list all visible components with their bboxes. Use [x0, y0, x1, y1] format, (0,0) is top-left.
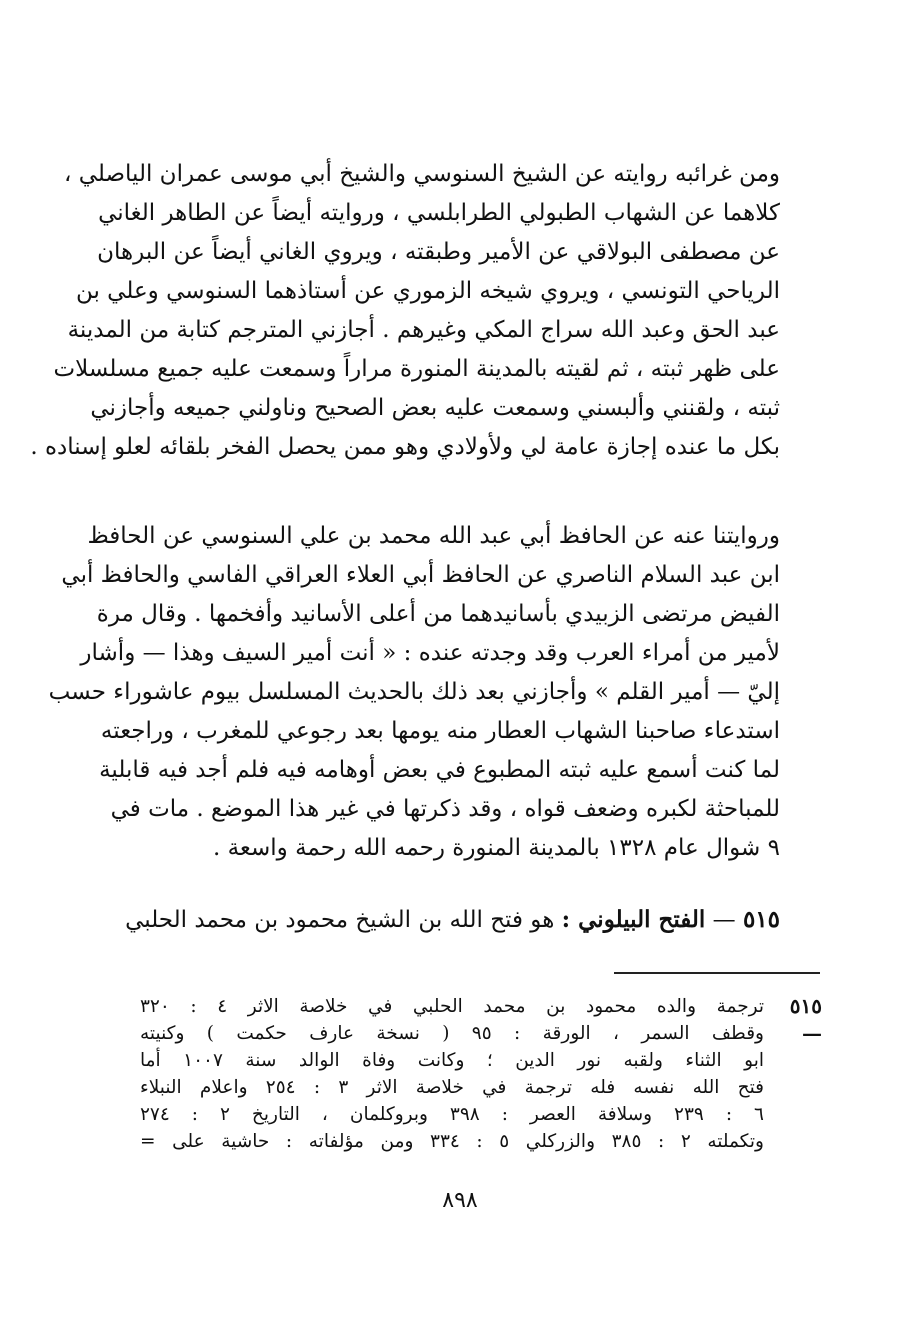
page-number: ٨٩٨	[442, 1188, 478, 1213]
text-line: إليّ — أمير القلم » وأجازني بعد ذلك بالحديث المسلسل بيوم عاشوراء حسب	[48, 679, 780, 705]
text-line: ثبته ، ولقنني وألبسني وسمعت عليه بعض الصحيح وناولني جميعه وأجازني	[90, 395, 780, 421]
footnote-line: ٦ : ٢٣٩ وسلافة العصر : ٣٩٨ وبروكلمان ، التاريخ ٢ : ٢٧٤	[140, 1104, 764, 1125]
entry-dash: —	[705, 907, 743, 933]
text-line: عن مصطفى البولاقي عن الأمير وطبقته ، ويروي الغاني أيضاً عن البرهان	[97, 239, 780, 265]
text-line: على ظهر ثبته ، ثم لقيته بالمدينة المنورة مراراً وسمعت عليه جميع مسلسلات	[53, 356, 780, 382]
text-line: ٩ شوال عام ١٣٢٨ بالمدينة المنورة رحمه الله رحمة واسعة .	[212, 835, 780, 861]
footnote-number: ٥١٥ —	[789, 994, 822, 1045]
footnote	[140, 993, 822, 1155]
footnote-line: وقطف السمر ، الورقة : ٩٥ ( نسخة عارف حكمت ) وكنيته	[140, 1023, 764, 1044]
text-line: بكل ما عنده إجازة عامة لي ولأولادي وهو ممن يحصل الفخر بلقائه لعلو إسناده .	[30, 434, 780, 460]
main-paragraph-2	[48, 517, 780, 868]
text-line: ومن غرائبه روايته عن الشيخ السنوسي والشيخ أبي موسى عمران الياصلي ،	[63, 161, 780, 187]
footnote-separator	[614, 972, 820, 974]
text-line: ابن عبد السلام الناصري عن الحافظ أبي العلاء العراقي الفاسي والحافظ أبي	[61, 562, 780, 588]
text-line: للمباحثة لكبره وضعف قواه ، وقد ذكرتها في غير هذا الموضع . مات في	[110, 796, 780, 822]
footnote-line: فتح الله نفسه فله ترجمة في خلاصة الاثر ٣ : ٢٥٤ واعلام النبلاء	[140, 1077, 765, 1098]
text-line: استدعاء صاحبنا الشهاب العطار منه يومها بعد رجوعي للمغرب ، وراجعته	[100, 718, 780, 744]
text-line: لما كنت أسمع عليه ثبته المطبوع في بعض أوهامه فيه فلم أجد فيه قابلية	[99, 757, 780, 783]
text-line: الفيض مرتضى الزبيدي بأسانيدهما من أعلى الأسانيد وأفخمها . وقال مرة	[96, 601, 780, 627]
entry-name: الفتح البيلوني :	[561, 906, 706, 933]
text-line: وروايتنا عنه عن الحافظ أبي عبد الله محمد بن علي السنوسي عن الحافظ	[87, 523, 780, 549]
text-line: عبد الحق وعبد الله سراج المكي وغيرهم . أجازني المترجم كتابة من المدينة	[67, 317, 780, 343]
biography-entry-heading	[125, 900, 780, 939]
entry-text: هو فتح الله بن الشيخ محمود بن محمد الحلبي	[125, 907, 562, 933]
footnote-line: وتكملته ٢ : ٣٨٥ والزركلي ٥ : ٣٣٤ ومن مؤلفاته : حاشية على =	[140, 1131, 764, 1152]
entry-number: ٥١٥	[742, 906, 780, 933]
footnote-line: ترجمة والده محمود بن محمد الحلبي في خلاصة الاثر ٤ : ٣٢٠	[140, 996, 764, 1017]
text-line: الرياحي التونسي ، ويروي شيخه الزموري عن أستاذهما السنوسي وعلي بن	[75, 278, 780, 304]
text-line: كلاهما عن الشهاب الطبولي الطرابلسي ، وروايته أيضاً عن الطاهر الغاني	[98, 200, 780, 226]
main-paragraph-1	[30, 155, 780, 467]
footnote-line: ابو الثناء ولقبه نور الدين ؛ وكانت وفاة الوالد سنة ١٠٠٧ أما	[140, 1050, 764, 1071]
text-line: لأمير من أمراء العرب وقد وجدته عنده : « أنت أمير السيف وهذا — وأشار	[80, 640, 780, 666]
